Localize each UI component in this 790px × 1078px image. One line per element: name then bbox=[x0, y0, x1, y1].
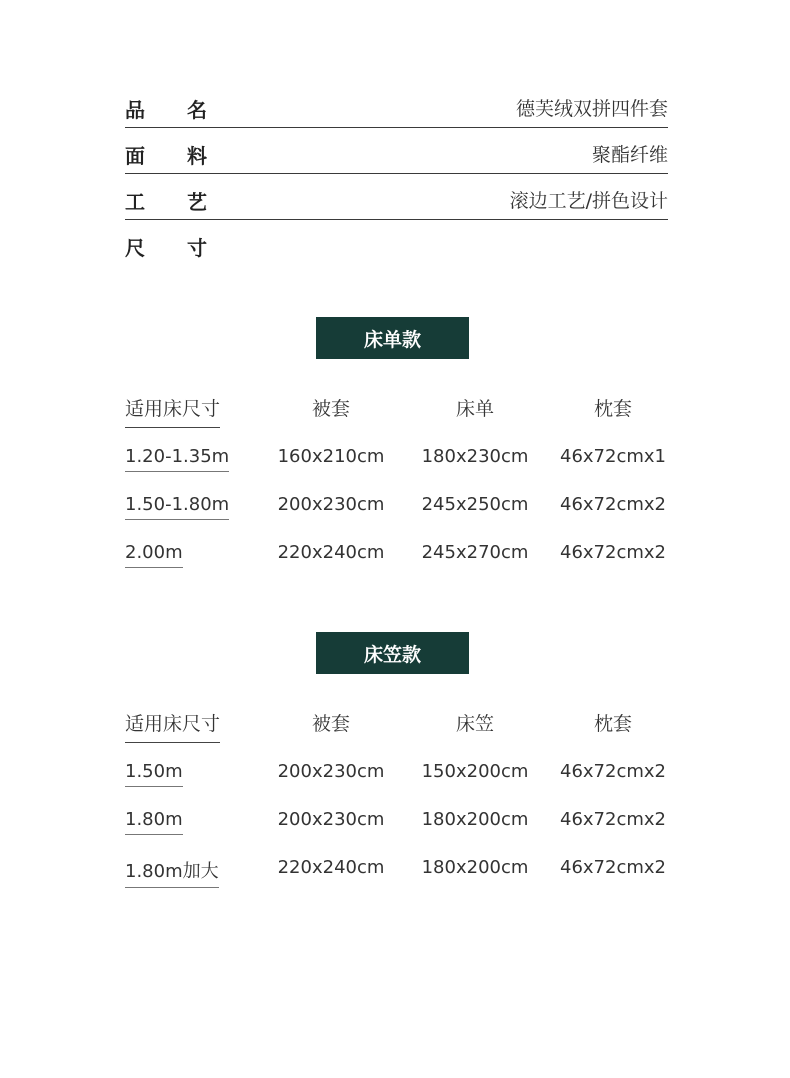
header-bed-size: 适用床尺寸 bbox=[125, 709, 220, 743]
duvet-cover-cell: 200x230cm bbox=[277, 809, 385, 830]
pillowcase-cell: 46x72cmx2 bbox=[560, 542, 666, 563]
pillowcase-cell: 46x72cmx2 bbox=[560, 809, 666, 830]
fitted-sheet-cell: 180x200cm bbox=[421, 857, 529, 878]
spec-row-name bbox=[125, 82, 668, 128]
header-flat-sheet: 床单 bbox=[455, 398, 495, 420]
spec-label: 面料 bbox=[125, 144, 249, 168]
flat-sheet-badge: 床单款 bbox=[316, 317, 469, 359]
header-pillowcase: 枕套 bbox=[593, 713, 633, 735]
table-row bbox=[125, 801, 685, 849]
bed-size-cell: 1.80m加大 bbox=[125, 857, 219, 888]
bed-size-cell: 1.50m bbox=[125, 761, 183, 787]
sheet-cell: 245x250cm bbox=[421, 494, 529, 515]
spec-row-fabric bbox=[125, 128, 668, 174]
bed-size-cell: 1.80m bbox=[125, 809, 183, 835]
product-spec-list bbox=[125, 82, 668, 265]
spec-value: 聚酯纤维 bbox=[591, 144, 668, 166]
table-row bbox=[125, 753, 685, 801]
pillowcase-cell: 46x72cmx2 bbox=[560, 857, 666, 878]
fitted-sheet-size-table bbox=[125, 705, 685, 897]
spec-value: 德芙绒双拼四件套 bbox=[515, 98, 668, 120]
duvet-cover-cell: 200x230cm bbox=[277, 761, 385, 782]
duvet-cover-cell: 220x240cm bbox=[277, 857, 385, 878]
spec-row-size bbox=[125, 220, 668, 265]
header-pillowcase: 枕套 bbox=[593, 398, 633, 420]
table-row bbox=[125, 534, 685, 582]
sheet-cell: 245x270cm bbox=[421, 542, 529, 563]
spec-value: 滚边工艺/拼色设计 bbox=[509, 190, 668, 212]
duvet-cover-cell: 160x210cm bbox=[277, 446, 385, 467]
header-fitted-sheet: 床笠 bbox=[455, 713, 495, 735]
bed-size-cell: 1.20-1.35m bbox=[125, 446, 229, 472]
spec-label: 品名 bbox=[125, 98, 249, 122]
header-duvet-cover: 被套 bbox=[311, 398, 351, 420]
pillowcase-cell: 46x72cmx2 bbox=[560, 761, 666, 782]
bed-size-cell: 1.50-1.80m bbox=[125, 494, 229, 520]
table-row bbox=[125, 486, 685, 534]
fitted-sheet-cell: 150x200cm bbox=[421, 761, 529, 782]
table-row bbox=[125, 438, 685, 486]
spec-label: 尺寸 bbox=[125, 236, 249, 260]
pillowcase-cell: 46x72cmx1 bbox=[560, 446, 666, 467]
sheet-cell: 180x230cm bbox=[421, 446, 529, 467]
flat-sheet-size-table bbox=[125, 390, 685, 582]
spec-label: 工艺 bbox=[125, 190, 249, 214]
bed-size-cell: 2.00m bbox=[125, 542, 183, 568]
header-bed-size: 适用床尺寸 bbox=[125, 394, 220, 428]
fitted-sheet-cell: 180x200cm bbox=[421, 809, 529, 830]
spec-row-craft bbox=[125, 174, 668, 220]
duvet-cover-cell: 220x240cm bbox=[277, 542, 385, 563]
header-duvet-cover: 被套 bbox=[311, 713, 351, 735]
table-header-row bbox=[125, 390, 685, 438]
pillowcase-cell: 46x72cmx2 bbox=[560, 494, 666, 515]
table-header-row bbox=[125, 705, 685, 753]
fitted-sheet-badge: 床笠款 bbox=[316, 632, 469, 674]
duvet-cover-cell: 200x230cm bbox=[277, 494, 385, 515]
table-row bbox=[125, 849, 685, 897]
